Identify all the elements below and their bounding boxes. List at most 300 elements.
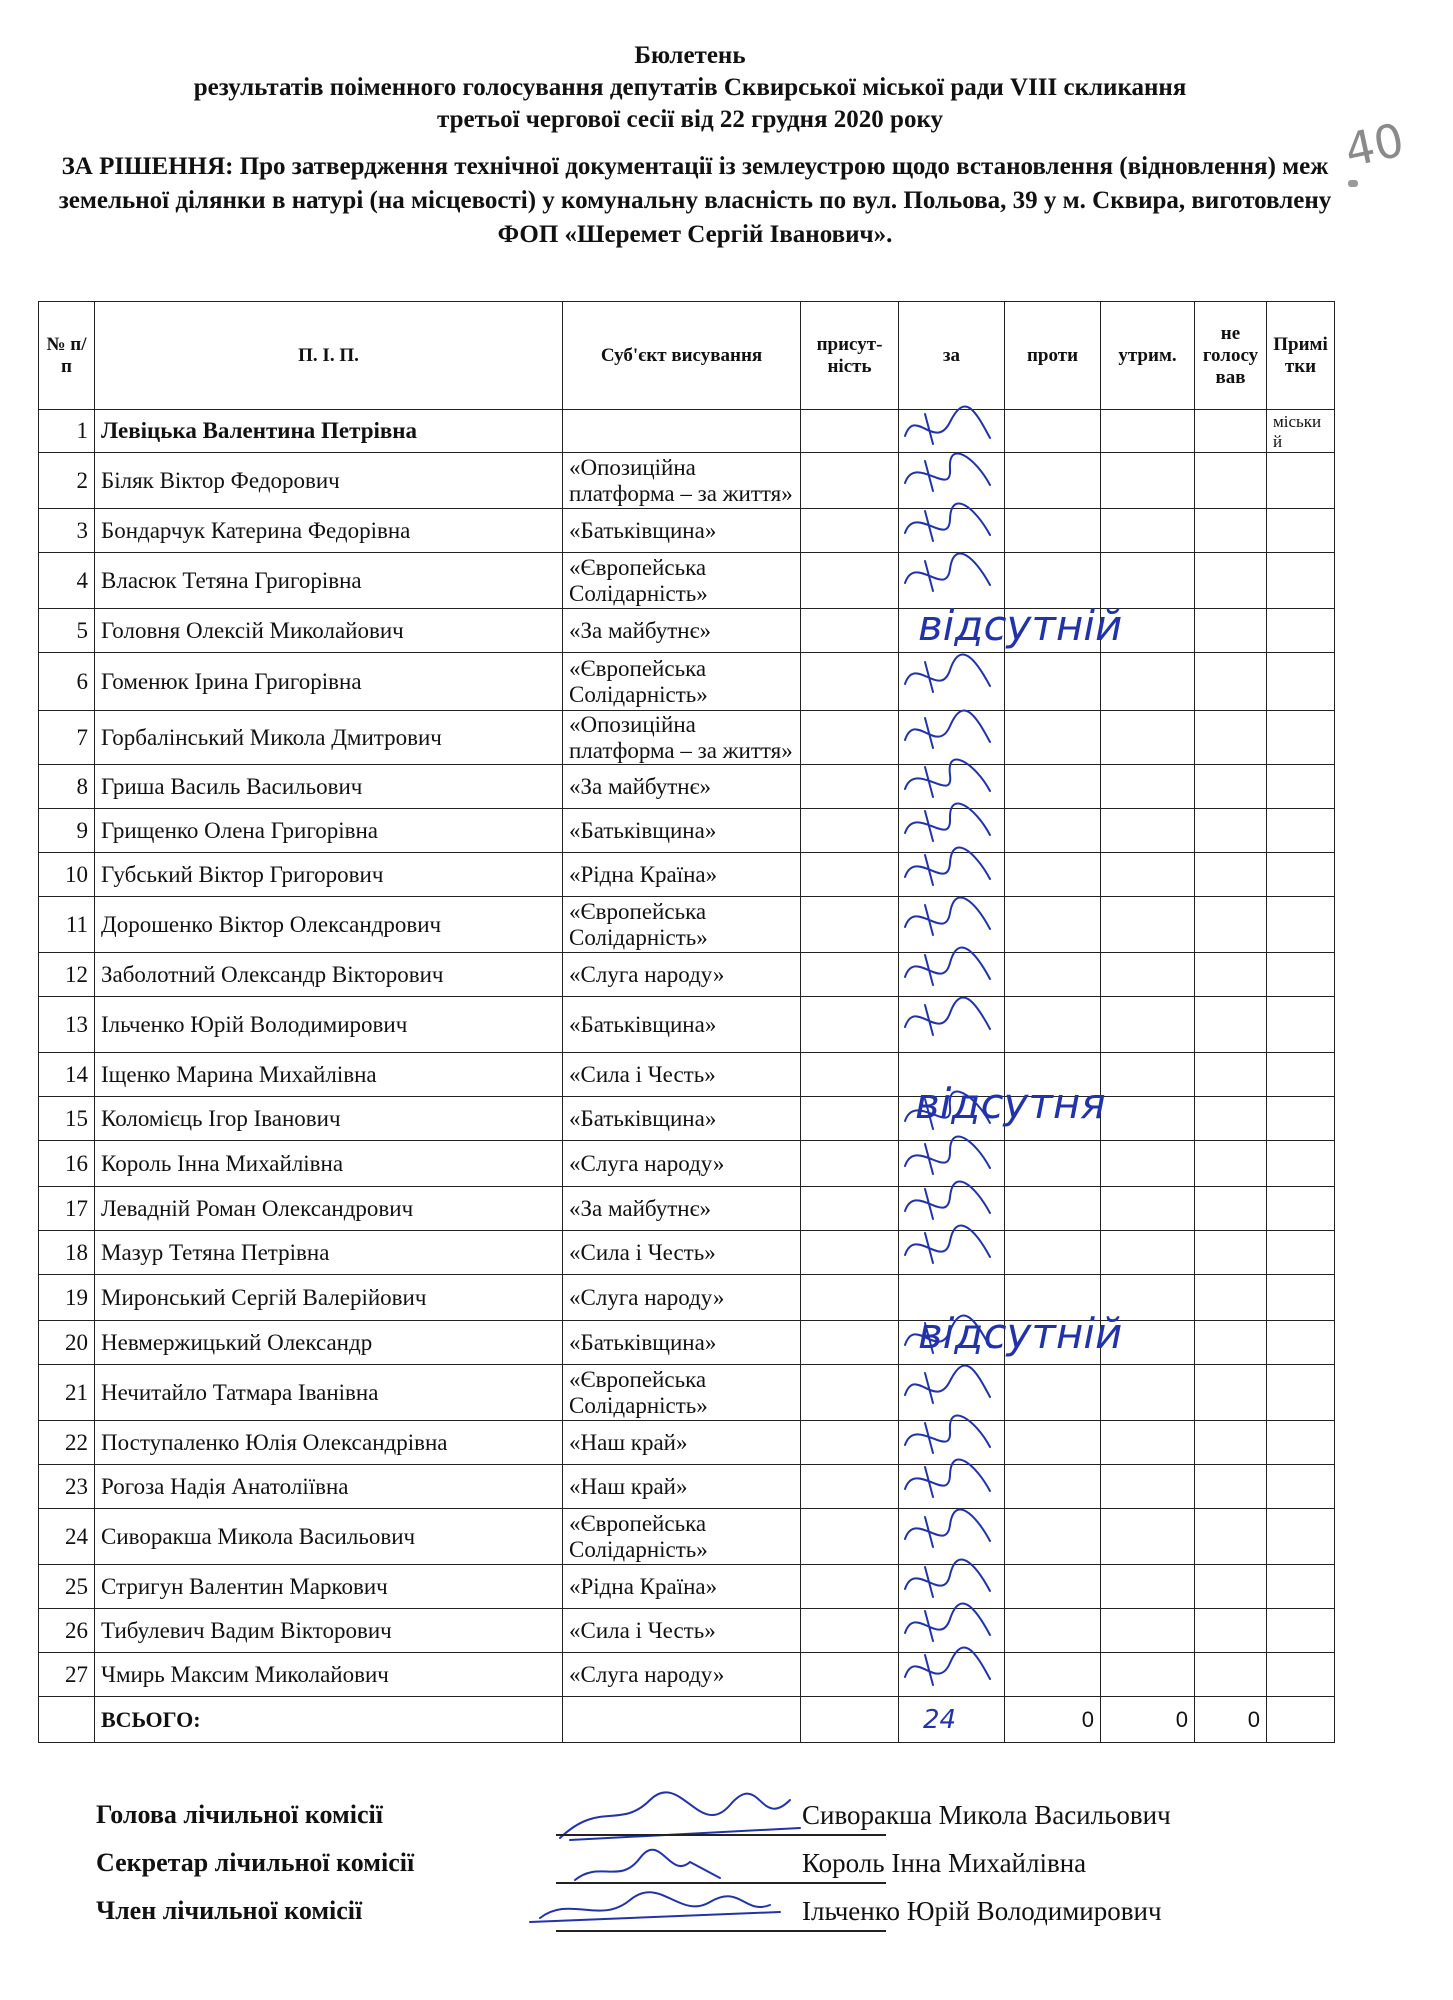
nominating-party: «Рідна Країна»	[563, 1565, 801, 1609]
total-for-value: 24	[923, 1704, 957, 1735]
table-row	[39, 553, 1335, 609]
table-row	[39, 1187, 1335, 1231]
notes-cell: міськи й	[1267, 410, 1335, 453]
table-row	[39, 1365, 1335, 1421]
table-row	[39, 1321, 1335, 1365]
vote-against-cell	[1005, 897, 1101, 953]
present-cell	[801, 997, 899, 1053]
present-cell	[801, 453, 899, 509]
nominating-party: «Європейська Солідарність»	[563, 1365, 801, 1421]
vote-abstain-cell	[1101, 1321, 1195, 1365]
vote-abstain-cell	[1101, 609, 1195, 653]
vote-against-cell	[1005, 410, 1101, 453]
deputy-name: Мазур Тетяна Петрівна	[95, 1231, 563, 1275]
table-row	[39, 1421, 1335, 1465]
row-number: 22	[39, 1421, 95, 1465]
not-voted-cell	[1195, 509, 1267, 553]
notes-cell	[1267, 1509, 1335, 1565]
not-voted-cell	[1195, 1187, 1267, 1231]
nominating-party: «Батьківщина»	[563, 809, 801, 853]
notes-cell	[1267, 897, 1335, 953]
nominating-party: «Батьківщина»	[563, 997, 801, 1053]
deputy-name: Коломієць Ігор Іванович	[95, 1097, 563, 1141]
row-number: 26	[39, 1609, 95, 1653]
present-cell	[801, 1231, 899, 1275]
not-voted-cell	[1195, 1097, 1267, 1141]
notes-cell	[1267, 1653, 1335, 1697]
vote-for-cell	[899, 1187, 1005, 1231]
absent-mark: відсутня	[915, 1079, 1106, 1128]
session-date: третьої чергової сесії від 22 грудня 2020 року	[436, 106, 944, 133]
nominating-party: «Батьківщина»	[563, 1097, 801, 1141]
row-number: 5	[39, 609, 95, 653]
nominating-party: «Європейська Солідарність»	[563, 653, 801, 711]
nominating-party: «За майбутнє»	[563, 765, 801, 809]
vote-abstain-cell	[1101, 1509, 1195, 1565]
vote-abstain-cell	[1101, 1365, 1195, 1421]
nominating-party: «Європейська Солідарність»	[563, 1509, 801, 1565]
notes-cell	[1267, 1231, 1335, 1275]
present-cell	[801, 897, 899, 953]
vote-for-cell	[899, 1365, 1005, 1421]
notes-cell	[1267, 1565, 1335, 1609]
deputy-name: Рогоза Надія Анатоліївна	[95, 1465, 563, 1509]
deputy-name: Гоменюк Ірина Григорівна	[95, 653, 563, 711]
vote-abstain-cell	[1101, 1097, 1195, 1141]
vote-abstain-cell	[1101, 509, 1195, 553]
vote-abstain-cell	[1101, 1565, 1195, 1609]
nominating-party: «Опозиційна платформа – за життя»	[563, 711, 801, 765]
row-number: 23	[39, 1465, 95, 1509]
vote-against-cell	[1005, 453, 1101, 509]
nominating-party: «Слуга народу»	[563, 1653, 801, 1697]
vote-for-cell	[899, 1609, 1005, 1653]
not-voted-cell	[1195, 997, 1267, 1053]
notes-cell	[1267, 765, 1335, 809]
row-number: 12	[39, 953, 95, 997]
notes-cell	[1267, 453, 1335, 509]
nominating-party: «Наш край»	[563, 1421, 801, 1465]
commission-member-name: Ільченко Юрій Володимирович	[802, 1896, 1162, 1926]
present-cell	[801, 1187, 899, 1231]
row-number: 10	[39, 853, 95, 897]
notes-cell	[1267, 711, 1335, 765]
not-voted-cell	[1195, 711, 1267, 765]
present-cell	[801, 1653, 899, 1697]
notes-cell	[1267, 1465, 1335, 1509]
table-row	[39, 1097, 1335, 1141]
vote-abstain-cell	[1101, 1465, 1195, 1509]
not-voted-cell	[1195, 809, 1267, 853]
vote-for-cell	[899, 809, 1005, 853]
table-row	[39, 609, 1335, 653]
deputy-name: Власюк Тетяна Григорівна	[95, 553, 563, 609]
vote-for-cell	[899, 1509, 1005, 1565]
vote-for-cell	[899, 897, 1005, 953]
deputy-name: Левадній Роман Олександрович	[95, 1187, 563, 1231]
present-cell	[801, 553, 899, 609]
row-number: 1	[39, 410, 95, 453]
vote-for-cell	[899, 711, 1005, 765]
not-voted-cell	[1195, 1465, 1267, 1509]
nominating-party: «Європейська Солідарність»	[563, 897, 801, 953]
row-number: 7	[39, 711, 95, 765]
notes-cell	[1267, 1421, 1335, 1465]
nominating-party: «Слуга народу»	[563, 1141, 801, 1187]
deputy-name: Губський Віктор Григорович	[95, 853, 563, 897]
present-cell	[801, 1053, 899, 1097]
nominating-party: «За майбутнє»	[563, 609, 801, 653]
table-row	[39, 410, 1335, 453]
present-cell	[801, 1275, 899, 1321]
nominating-party: «Слуга народу»	[563, 1275, 801, 1321]
vote-abstain-cell	[1101, 897, 1195, 953]
not-voted-cell	[1195, 453, 1267, 509]
deputy-name: Ільченко Юрій Володимирович	[95, 997, 563, 1053]
vote-abstain-cell	[1101, 853, 1195, 897]
table-header-row	[39, 302, 1335, 410]
vote-against-cell	[1005, 765, 1101, 809]
vote-abstain-cell	[1101, 953, 1195, 997]
row-number: 8	[39, 765, 95, 809]
total-subject-cell	[563, 1697, 801, 1743]
deputy-name: Нечитайло Татмара Іванівна	[95, 1365, 563, 1421]
notes-cell	[1267, 809, 1335, 853]
margin-pencil-number: 40	[1340, 112, 1409, 178]
row-number: 21	[39, 1365, 95, 1421]
table-row	[39, 853, 1335, 897]
vote-abstain-cell	[1101, 1653, 1195, 1697]
not-voted-cell	[1195, 1321, 1267, 1365]
deputy-name: Король Інна Михайлівна	[95, 1141, 563, 1187]
table-row	[39, 1609, 1335, 1653]
present-cell	[801, 609, 899, 653]
bulletin-header	[40, 40, 1340, 136]
total-notes-cell	[1267, 1697, 1335, 1743]
present-cell	[801, 853, 899, 897]
not-voted-cell	[1195, 853, 1267, 897]
vote-abstain-cell	[1101, 809, 1195, 853]
total-against-value: 0	[1005, 1697, 1101, 1743]
table-row	[39, 1565, 1335, 1609]
nominating-party: «Батьківщина»	[563, 1321, 801, 1365]
vote-against-cell	[1005, 1141, 1101, 1187]
notes-cell	[1267, 1053, 1335, 1097]
col-header-present: присут-ність	[801, 302, 899, 410]
row-number: 14	[39, 1053, 95, 1097]
vote-abstain-cell	[1101, 1187, 1195, 1231]
col-header-num: № п/п	[39, 302, 95, 410]
vote-against-cell	[1005, 1509, 1101, 1565]
commission-role: Член лічильної комісії	[96, 1896, 363, 1925]
vote-against-cell	[1005, 653, 1101, 711]
notes-cell	[1267, 853, 1335, 897]
notes-cell	[1267, 1097, 1335, 1141]
vote-for-cell	[899, 453, 1005, 509]
table-row	[39, 897, 1335, 953]
present-cell	[801, 410, 899, 453]
not-voted-cell	[1195, 1365, 1267, 1421]
present-cell	[801, 809, 899, 853]
vote-against-cell	[1005, 953, 1101, 997]
commission-role: Секретар лічильної комісії	[96, 1848, 415, 1877]
col-header-notes: Примі тки	[1267, 302, 1335, 410]
vote-abstain-cell	[1101, 1141, 1195, 1187]
commission-member-name: Сиворакша Микола Васильович	[802, 1800, 1171, 1830]
vote-for-cell	[899, 1321, 1005, 1365]
row-number: 17	[39, 1187, 95, 1231]
vote-abstain-cell	[1101, 1609, 1195, 1653]
vote-for-cell	[899, 1141, 1005, 1187]
vote-against-cell	[1005, 997, 1101, 1053]
row-number: 18	[39, 1231, 95, 1275]
vote-for-cell	[899, 553, 1005, 609]
nominating-party: «Опозиційна платформа – за життя»	[563, 453, 801, 509]
row-number: 11	[39, 897, 95, 953]
total-present-cell	[801, 1697, 899, 1743]
vote-against-cell	[1005, 1097, 1101, 1141]
vote-for-cell	[899, 1653, 1005, 1697]
row-number: 19	[39, 1275, 95, 1321]
not-voted-cell	[1195, 653, 1267, 711]
notes-cell	[1267, 953, 1335, 997]
table-row	[39, 1465, 1335, 1509]
vote-for-cell	[899, 1275, 1005, 1321]
row-number: 3	[39, 509, 95, 553]
not-voted-cell	[1195, 553, 1267, 609]
deputy-name: Левіцька Валентина Петрівна	[95, 410, 563, 453]
vote-abstain-cell	[1101, 997, 1195, 1053]
signature-line	[556, 1882, 886, 1884]
total-abstain-value: 0	[1101, 1697, 1195, 1743]
not-voted-cell	[1195, 953, 1267, 997]
present-cell	[801, 1097, 899, 1141]
vote-against-cell	[1005, 853, 1101, 897]
table-row	[39, 1231, 1335, 1275]
commission-signatures	[96, 1800, 1296, 1944]
row-number: 2	[39, 453, 95, 509]
deputy-name: Горбалінський Микола Дмитрович	[95, 711, 563, 765]
deputy-name: Поступаленко Юлія Олександрівна	[95, 1421, 563, 1465]
vote-abstain-cell	[1101, 453, 1195, 509]
vote-against-cell	[1005, 609, 1101, 653]
vote-for-cell	[899, 1097, 1005, 1141]
deputy-name: Невмержицький Олександр	[95, 1321, 563, 1365]
present-cell	[801, 1509, 899, 1565]
vote-table	[38, 301, 1335, 1743]
vote-abstain-cell	[1101, 653, 1195, 711]
deputy-name: Тибулевич Вадим Вікторович	[95, 1609, 563, 1653]
deputy-name: Миронський Сергій Валерійович	[95, 1275, 563, 1321]
col-header-abstain: утрим.	[1101, 302, 1195, 410]
notes-cell	[1267, 1187, 1335, 1231]
margin-mark	[1348, 180, 1358, 187]
vote-for-cell	[899, 1231, 1005, 1275]
vote-for-cell	[899, 1565, 1005, 1609]
vote-abstain-cell	[1101, 1421, 1195, 1465]
row-number: 6	[39, 653, 95, 711]
vote-abstain-cell	[1101, 1053, 1195, 1097]
col-header-subject: Суб'єкт висування	[563, 302, 801, 410]
vote-against-cell	[1005, 1321, 1101, 1365]
vote-for-cell	[899, 997, 1005, 1053]
not-voted-cell	[1195, 410, 1267, 453]
not-voted-cell	[1195, 1509, 1267, 1565]
deputy-name: Стригун Валентин Маркович	[95, 1565, 563, 1609]
bulletin-title: Бюлетень	[634, 42, 746, 69]
row-number: 13	[39, 997, 95, 1053]
notes-cell	[1267, 1609, 1335, 1653]
vote-against-cell	[1005, 1421, 1101, 1465]
deputy-name: Головня Олексій Миколайович	[95, 609, 563, 653]
notes-cell	[1267, 1321, 1335, 1365]
present-cell	[801, 653, 899, 711]
vote-against-cell	[1005, 809, 1101, 853]
present-cell	[801, 1609, 899, 1653]
nominating-party: «Сила і Честь»	[563, 1231, 801, 1275]
notes-cell	[1267, 553, 1335, 609]
vote-against-cell	[1005, 1053, 1101, 1097]
present-cell	[801, 1421, 899, 1465]
row-number: 27	[39, 1653, 95, 1697]
present-cell	[801, 1321, 899, 1365]
row-number: 9	[39, 809, 95, 853]
signature-line	[556, 1930, 886, 1932]
present-cell	[801, 953, 899, 997]
total-for-cell	[899, 1697, 1005, 1743]
notes-cell	[1267, 1365, 1335, 1421]
vote-for-cell	[899, 853, 1005, 897]
vote-abstain-cell	[1101, 410, 1195, 453]
table-row	[39, 653, 1335, 711]
not-voted-cell	[1195, 1609, 1267, 1653]
row-number: 4	[39, 553, 95, 609]
bulletin-subtitle: результатів поіменного голосування депутатів Сквирської міської ради VIII скликання	[193, 74, 1187, 101]
nominating-party: «Рідна Країна»	[563, 853, 801, 897]
table-row	[39, 1509, 1335, 1565]
deputy-name: Бондарчук Катерина Федорівна	[95, 509, 563, 553]
present-cell	[801, 1141, 899, 1187]
vote-for-cell	[899, 653, 1005, 711]
deputy-name: Гриша Василь Васильович	[95, 765, 563, 809]
table-row	[39, 765, 1335, 809]
nominating-party: «Слуга народу»	[563, 953, 801, 997]
table-row	[39, 1141, 1335, 1187]
not-voted-cell	[1195, 765, 1267, 809]
vote-for-cell	[899, 1465, 1005, 1509]
nominating-party: «За майбутнє»	[563, 1187, 801, 1231]
table-row	[39, 953, 1335, 997]
notes-cell	[1267, 1275, 1335, 1321]
vote-against-cell	[1005, 1365, 1101, 1421]
notes-cell	[1267, 1141, 1335, 1187]
vote-against-cell	[1005, 1187, 1101, 1231]
total-row	[39, 1697, 1335, 1743]
present-cell	[801, 509, 899, 553]
vote-against-cell	[1005, 553, 1101, 609]
vote-abstain-cell	[1101, 1231, 1195, 1275]
nominating-party: «Батьківщина»	[563, 509, 801, 553]
total-num-cell	[39, 1697, 95, 1743]
notes-cell	[1267, 653, 1335, 711]
not-voted-cell	[1195, 1231, 1267, 1275]
vote-abstain-cell	[1101, 1275, 1195, 1321]
col-header-for: за	[899, 302, 1005, 410]
table-row	[39, 711, 1335, 765]
not-voted-cell	[1195, 1565, 1267, 1609]
vote-against-cell	[1005, 711, 1101, 765]
deputy-name: Біляк Віктор Федорович	[95, 453, 563, 509]
deputy-name: Іщенко Марина Михайлівна	[95, 1053, 563, 1097]
nominating-party: «Сила і Честь»	[563, 1053, 801, 1097]
deputy-name: Заболотний Олександр Вікторович	[95, 953, 563, 997]
row-number: 24	[39, 1509, 95, 1565]
decision-text: ЗА РІШЕННЯ: Про затвердження технічної документації із землеустрою щодо встановлення (відновлення) меж земельної ділянки в натурі (на місцевості) у комунальну власність по вул. Польова, 39 у м. Сквира, виготовлену ФОП «Шеремет Сергій Іванович».	[58, 153, 1332, 248]
vote-abstain-cell	[1101, 553, 1195, 609]
table-row	[39, 1275, 1335, 1321]
vote-abstain-cell	[1101, 765, 1195, 809]
table-row	[39, 997, 1335, 1053]
table-row	[39, 809, 1335, 853]
deputy-name: Сиворакша Микола Васильович	[95, 1509, 563, 1565]
notes-cell	[1267, 609, 1335, 653]
col-header-name: П. І. П.	[95, 302, 563, 410]
not-voted-cell	[1195, 897, 1267, 953]
vote-against-cell	[1005, 1653, 1101, 1697]
deputy-name: Чмирь Максим Миколайович	[95, 1653, 563, 1697]
present-cell	[801, 1565, 899, 1609]
notes-cell	[1267, 509, 1335, 553]
absent-mark: відсутній	[918, 1309, 1123, 1358]
deputy-name: Грищенко Олена Григорівна	[95, 809, 563, 853]
vote-abstain-cell	[1101, 711, 1195, 765]
nominating-party: «Наш край»	[563, 1465, 801, 1509]
deputy-name: Дорошенко Віктор Олександрович	[95, 897, 563, 953]
vote-against-cell	[1005, 1565, 1101, 1609]
table-row	[39, 453, 1335, 509]
vote-for-cell	[899, 765, 1005, 809]
nominating-party	[563, 410, 801, 453]
vote-against-cell	[1005, 1465, 1101, 1509]
vote-against-cell	[1005, 509, 1101, 553]
row-number: 16	[39, 1141, 95, 1187]
nominating-party: «Європейська Солідарність»	[563, 553, 801, 609]
commission-member-name: Король Інна Михайлівна	[802, 1848, 1087, 1878]
vote-against-cell	[1005, 1609, 1101, 1653]
absent-mark: відсутній	[918, 601, 1123, 650]
not-voted-cell	[1195, 1421, 1267, 1465]
present-cell	[801, 711, 899, 765]
table-row	[39, 1053, 1335, 1097]
not-voted-cell	[1195, 1275, 1267, 1321]
vote-for-cell	[899, 1053, 1005, 1097]
row-number: 25	[39, 1565, 95, 1609]
total-not-voted-value: 0	[1195, 1697, 1267, 1743]
not-voted-cell	[1195, 1053, 1267, 1097]
col-header-not-voted: не голосу вав	[1195, 302, 1267, 410]
not-voted-cell	[1195, 1141, 1267, 1187]
table-row	[39, 1653, 1335, 1697]
present-cell	[801, 1365, 899, 1421]
commission-row	[96, 1800, 1296, 1848]
vote-for-cell	[899, 953, 1005, 997]
table-row	[39, 509, 1335, 553]
row-number: 20	[39, 1321, 95, 1365]
present-cell	[801, 765, 899, 809]
commission-row	[96, 1896, 1296, 1944]
vote-for-cell	[899, 509, 1005, 553]
present-cell	[801, 1465, 899, 1509]
